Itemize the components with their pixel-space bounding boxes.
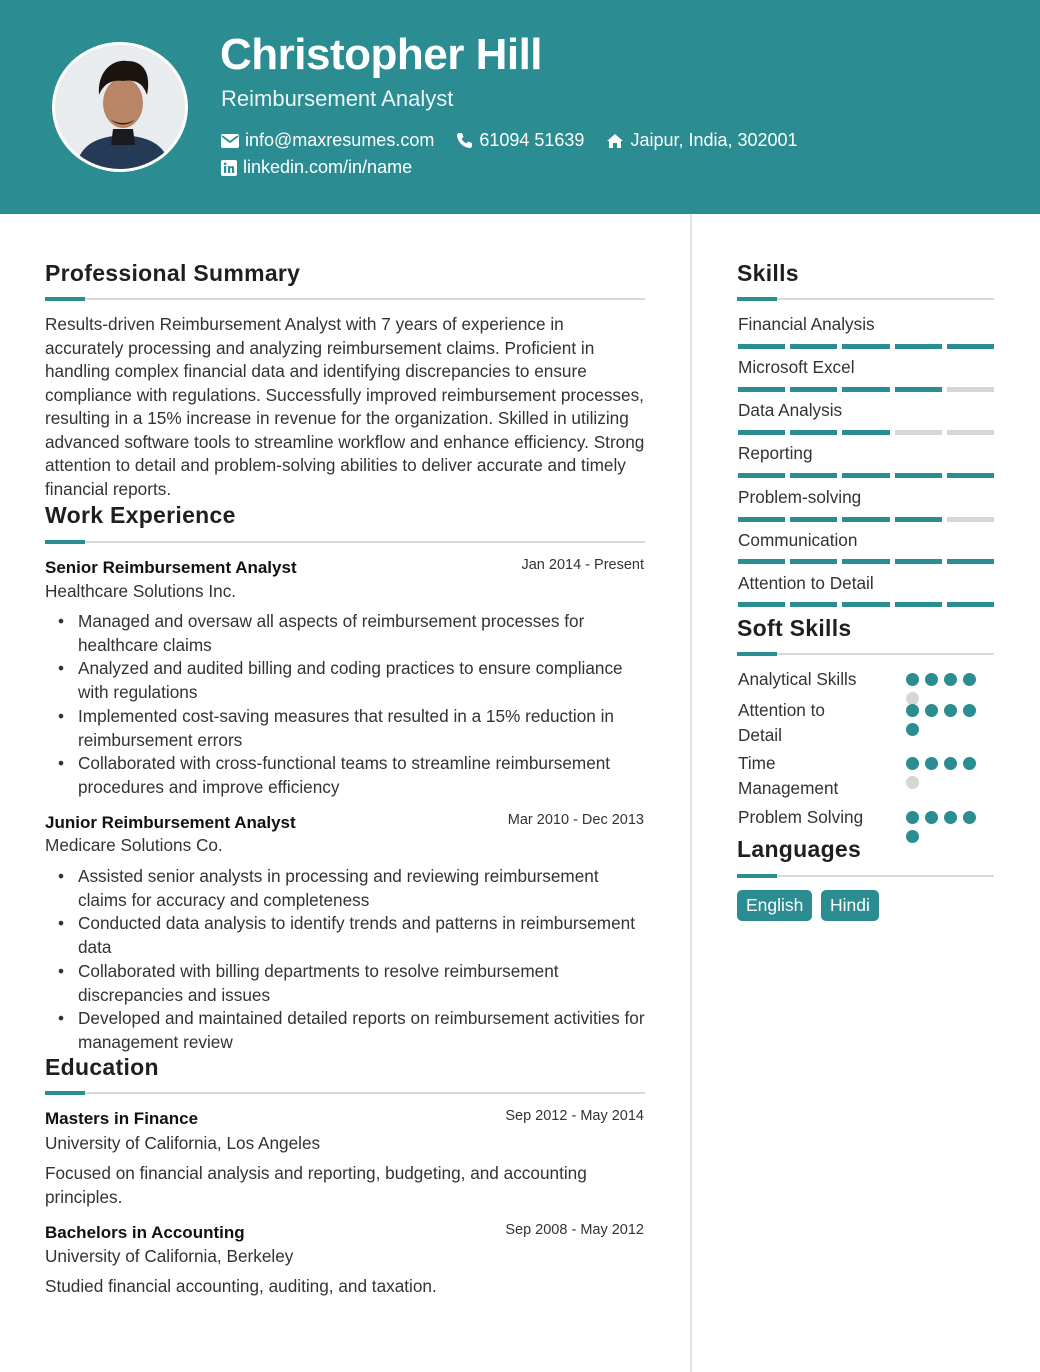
degree-dates: Sep 2012 - May 2014 — [505, 1108, 644, 1124]
rating-dot — [925, 757, 938, 770]
skill-level-segment — [790, 517, 837, 522]
resume-header — [0, 0, 1040, 214]
profile-photo — [52, 42, 188, 172]
skill-level-segment — [947, 344, 994, 349]
soft-skills-heading: Soft Skills — [737, 615, 852, 641]
skill-level-bar — [738, 387, 994, 392]
education-rule — [45, 1092, 645, 1094]
job-company: Medicare Solutions Co. — [45, 835, 223, 855]
skill-level-segment — [842, 602, 889, 607]
skill-level-segment — [895, 430, 942, 435]
job-company: Healthcare Solutions Inc. — [45, 581, 237, 601]
degree-description: Focused on financial analysis and reporting, budgeting, and accounting principles. — [45, 1163, 587, 1207]
skill-name: Reporting — [738, 443, 813, 463]
rating-dot — [906, 704, 919, 717]
rating-dot — [944, 704, 957, 717]
soft-skill-rating — [906, 811, 981, 843]
list-item: • Developed and maintained detailed reports on reimbursement activities for management review — [78, 1007, 650, 1054]
soft-skill-rating — [906, 673, 981, 705]
skill-level-bar — [738, 344, 994, 349]
linkedin-contact[interactable] — [221, 157, 412, 178]
skill-level-segment — [895, 344, 942, 349]
skill-level-segment — [947, 473, 994, 478]
linkedin-text: linkedin.com/in/name — [243, 157, 413, 177]
soft-skill-name: Problem Solving — [738, 807, 864, 827]
skill-level-segment — [842, 473, 889, 478]
rating-dot — [906, 723, 919, 736]
skill-level-segment — [947, 602, 994, 607]
summary-text: Results-driven Reimbursement Analyst with 7 years of experience in accurately processing and analyzing reimbursement claims. Proficient in handling complex financial data and identifying discrepancies to ensure compliance with regulations. Successfully improved reimbursement processes, resulting in a 15% increase in revenue for the organization. Skilled in utilizing advanced software tools to streamline workflow and enhance efficiency. Strong attention to detail and problem-solving abilities to deliver accurate and timely financial reports. — [45, 314, 645, 499]
summary-rule — [45, 298, 645, 300]
home-icon — [606, 133, 624, 149]
skill-level-segment — [738, 559, 785, 564]
school-name: University of California, Los Angeles — [45, 1133, 321, 1153]
list-item: • Assisted senior analysts in processing and reviewing reimbursement claims for accuracy and completeness — [78, 865, 650, 912]
soft-skill-name: Analytical Skills — [738, 669, 857, 689]
degree-description: Studied financial accounting, auditing, and taxation. — [45, 1276, 437, 1296]
phone-icon — [456, 132, 473, 149]
list-item: • Implemented cost-saving measures that resulted in a 15% reduction in reimbursement errors — [78, 705, 650, 752]
rating-dot — [906, 811, 919, 824]
job-bullets — [78, 865, 650, 1055]
candidate-name: Christopher Hill — [220, 30, 543, 79]
skill-level-segment — [895, 602, 942, 607]
soft-skill-rating — [906, 704, 981, 736]
rating-dot — [944, 811, 957, 824]
soft-skill-rating — [906, 757, 981, 789]
skill-level-segment — [842, 430, 889, 435]
list-item: • Collaborated with billing departments to resolve reimbursement discrepancies and issues — [78, 960, 650, 1007]
languages-rule — [737, 875, 994, 877]
skill-level-segment — [738, 602, 785, 607]
skill-level-segment — [842, 559, 889, 564]
linkedin-icon — [221, 160, 237, 176]
skills-rule — [737, 298, 994, 300]
languages-heading: Languages — [737, 836, 862, 862]
list-item: • Conducted data analysis to identify trends and patterns in reimbursement data — [78, 912, 650, 959]
skill-name: Data Analysis — [738, 400, 843, 420]
skill-level-segment — [895, 559, 942, 564]
skill-level-segment — [947, 559, 994, 564]
skill-level-segment — [738, 344, 785, 349]
rating-dot — [906, 673, 919, 686]
skill-level-segment — [895, 387, 942, 392]
language-badge: English — [737, 890, 812, 921]
skill-level-bar — [738, 559, 994, 564]
skill-level-segment — [790, 387, 837, 392]
contact-row — [221, 130, 820, 151]
skill-level-segment — [895, 517, 942, 522]
rating-dot — [963, 673, 976, 686]
location-contact — [606, 130, 797, 151]
rating-dot — [925, 673, 938, 686]
job-title: Senior Reimbursement Analyst — [45, 558, 297, 577]
job-dates: Mar 2010 - Dec 2013 — [507, 812, 644, 828]
skill-level-bar — [738, 602, 994, 607]
skill-name: Financial Analysis — [738, 314, 875, 334]
skill-level-segment — [842, 517, 889, 522]
rating-dot — [925, 811, 938, 824]
rating-dot — [944, 757, 957, 770]
education-heading: Education — [45, 1054, 159, 1080]
envelope-icon — [221, 134, 239, 148]
column-divider — [690, 214, 692, 1372]
rating-dot — [925, 704, 938, 717]
school-name: University of California, Berkeley — [45, 1246, 294, 1266]
rating-dot — [944, 673, 957, 686]
soft-skill-name: Time Management — [738, 753, 839, 798]
list-item: • Collaborated with cross-functional teams to streamline reimbursement procedures and improve efficiency — [78, 752, 650, 799]
skills-heading: Skills — [737, 260, 799, 286]
list-item: • Analyzed and audited billing and coding practices to ensure compliance with regulations — [78, 657, 650, 704]
location-text: Jaipur, India, 302001 — [630, 130, 798, 150]
skill-level-segment — [790, 430, 837, 435]
soft-skill-name: Attention to Detail — [738, 700, 825, 745]
skill-level-bar — [738, 430, 994, 435]
candidate-title: Reimbursement Analyst — [221, 86, 454, 111]
person-icon — [55, 45, 188, 172]
skill-level-bar — [738, 473, 994, 478]
rating-dot — [963, 757, 976, 770]
rating-dot — [906, 830, 919, 843]
email-text: info@maxresumes.com — [245, 130, 435, 150]
skill-level-segment — [842, 387, 889, 392]
job-title: Junior Reimbursement Analyst — [45, 813, 296, 832]
skill-name: Problem-solving — [738, 487, 862, 507]
list-item: • Managed and oversaw all aspects of reimbursement processes for healthcare claims — [78, 610, 650, 657]
experience-rule — [45, 541, 645, 543]
skill-level-segment — [947, 387, 994, 392]
language-badge: Hindi — [821, 890, 879, 921]
rating-dot — [963, 811, 976, 824]
rating-dot — [906, 757, 919, 770]
phone-text: 61094 51639 — [479, 130, 585, 150]
job-bullets — [78, 610, 650, 800]
skill-level-segment — [947, 430, 994, 435]
skill-level-segment — [738, 430, 785, 435]
degree-title: Bachelors in Accounting — [45, 1223, 245, 1242]
skill-level-segment — [947, 517, 994, 522]
degree-title: Masters in Finance — [45, 1109, 199, 1128]
skill-level-segment — [842, 344, 889, 349]
skill-level-segment — [790, 602, 837, 607]
skill-level-segment — [738, 473, 785, 478]
skill-level-bar — [738, 517, 994, 522]
phone-contact[interactable] — [456, 130, 584, 151]
skill-level-segment — [790, 559, 837, 564]
skill-level-segment — [738, 517, 785, 522]
degree-dates: Sep 2008 - May 2012 — [505, 1222, 644, 1238]
social-row — [221, 157, 434, 178]
skill-level-segment — [790, 344, 837, 349]
summary-heading: Professional Summary — [45, 260, 301, 286]
rating-dot — [906, 776, 919, 789]
email-contact[interactable] — [221, 130, 434, 151]
skill-level-segment — [738, 387, 785, 392]
skill-level-segment — [895, 473, 942, 478]
experience-heading: Work Experience — [45, 502, 236, 528]
skill-level-segment — [790, 473, 837, 478]
skill-name: Attention to Detail — [738, 573, 874, 593]
soft-skills-rule — [737, 653, 994, 655]
skill-name: Communication — [738, 530, 858, 550]
rating-dot — [963, 704, 976, 717]
job-dates: Jan 2014 - Present — [521, 557, 644, 573]
skill-name: Microsoft Excel — [738, 357, 855, 377]
